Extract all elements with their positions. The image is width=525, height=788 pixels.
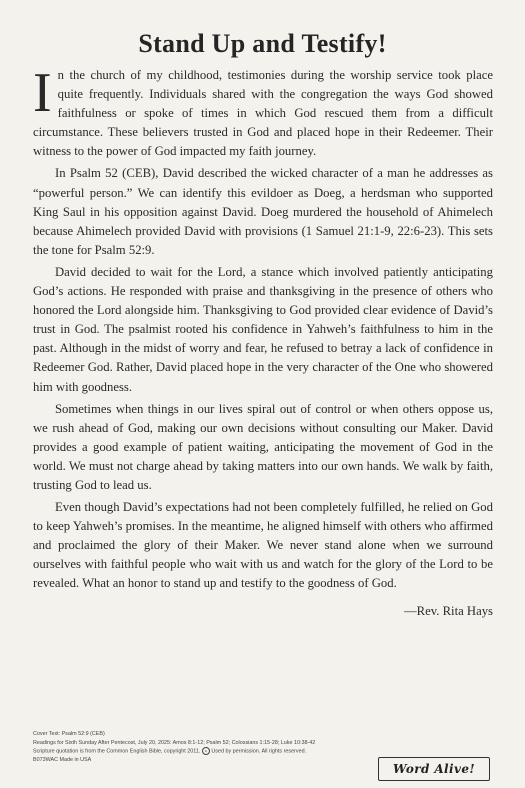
paragraph-2: In Psalm 52 (CEB), David described the wicked character of a man he addresses as “powerful person.” We can identify this evildoer as Doeg, a herdsman who supported King Saul in his opposition against David. Doeg murdered the household of Ahimelech because Ahimelech provided David with provisions (1 Samuel 21:1-9, 22:6-23). This sets the tone for Psalm 52:9. — [33, 166, 493, 257]
paragraph-1-text: n the church of my childhood, testimonies during the worship service took place quite frequently. Individuals shared with the congregation the ways God showed faithfulness or spoke of times in which God rescued them from a difficult circumstance. These believers trusted in God and placed hope in their Redeemer. Their witness to the power of God impacted my faith journey. — [33, 68, 493, 159]
word-alive-logo: Word Alive! — [378, 757, 490, 781]
cover-text: Cover Text: Psalm 52:9 (CEB) — [33, 731, 105, 737]
scripture-note-line — [33, 747, 373, 756]
author-signature: —Rev. Rita Hays — [403, 603, 493, 618]
page-title: Stand Up and Testify! — [138, 29, 387, 59]
article-body — [33, 62, 493, 621]
drop-cap: I — [33, 62, 52, 124]
bleed-through-text — [0, 8, 525, 21]
product-code: B073WAC — [33, 757, 58, 764]
paragraph-5: Even though David’s expectations had not been completely fulfilled, he relied on God to keep Yahweh’s promises. In the meantime, he aligned himself with others who affirmed and proclaimed the glory of their Maker. We never stand alone when we surround ourselves with faithful people who wait with us and watch for the glory of the Lord to be revealed. What an honor to stand up and testify to the goodness of God. — [33, 500, 493, 591]
readings-line: Readings for Sixth Sunday After Pentecost, July 20, 2025: Amos 8:1-12; Psalm 52; Colossians 1:15-28; Luke 10:38-42 — [33, 739, 316, 746]
paragraph-4: Sometimes when things in our lives spiral out of control or when others oppose us, we rush ahead of God, making our own decisions without consulting our Maker. David provides a good example of patient waiting, anticipating the movement of God in the world. We must not charge ahead by taking matters into our own hands. We walk by faith, trusting God to lead us. — [33, 401, 493, 492]
paragraph-1 — [33, 62, 493, 161]
made-in: Made in USA — [59, 757, 92, 764]
footer-credits — [33, 730, 373, 765]
permission-note: Used by permission. All rights reserved. — [211, 748, 307, 755]
scripture-note: Scripture quotation is from the Common English Bible, copyright 2011. — [33, 748, 201, 755]
product-line — [33, 756, 373, 765]
paragraph-3: David decided to wait for the Lord, a stance which involved patiently anticipating God’s actions. He responded with praise and thanksgiving in the presence of others who honored the Lord alongside him. Thanksgiving to God provided clear evidence of David’s trust in God. The psalmist rooted his confidence in Yahweh’s faithfulness to him in the past. Although in the midst of worry and fear, he refused to betray a lack of confidence in Redeemer God. Rather, David placed hope in the very character of the One who showered him with goodness. — [33, 264, 493, 394]
copyright-icon: c — [202, 747, 210, 755]
